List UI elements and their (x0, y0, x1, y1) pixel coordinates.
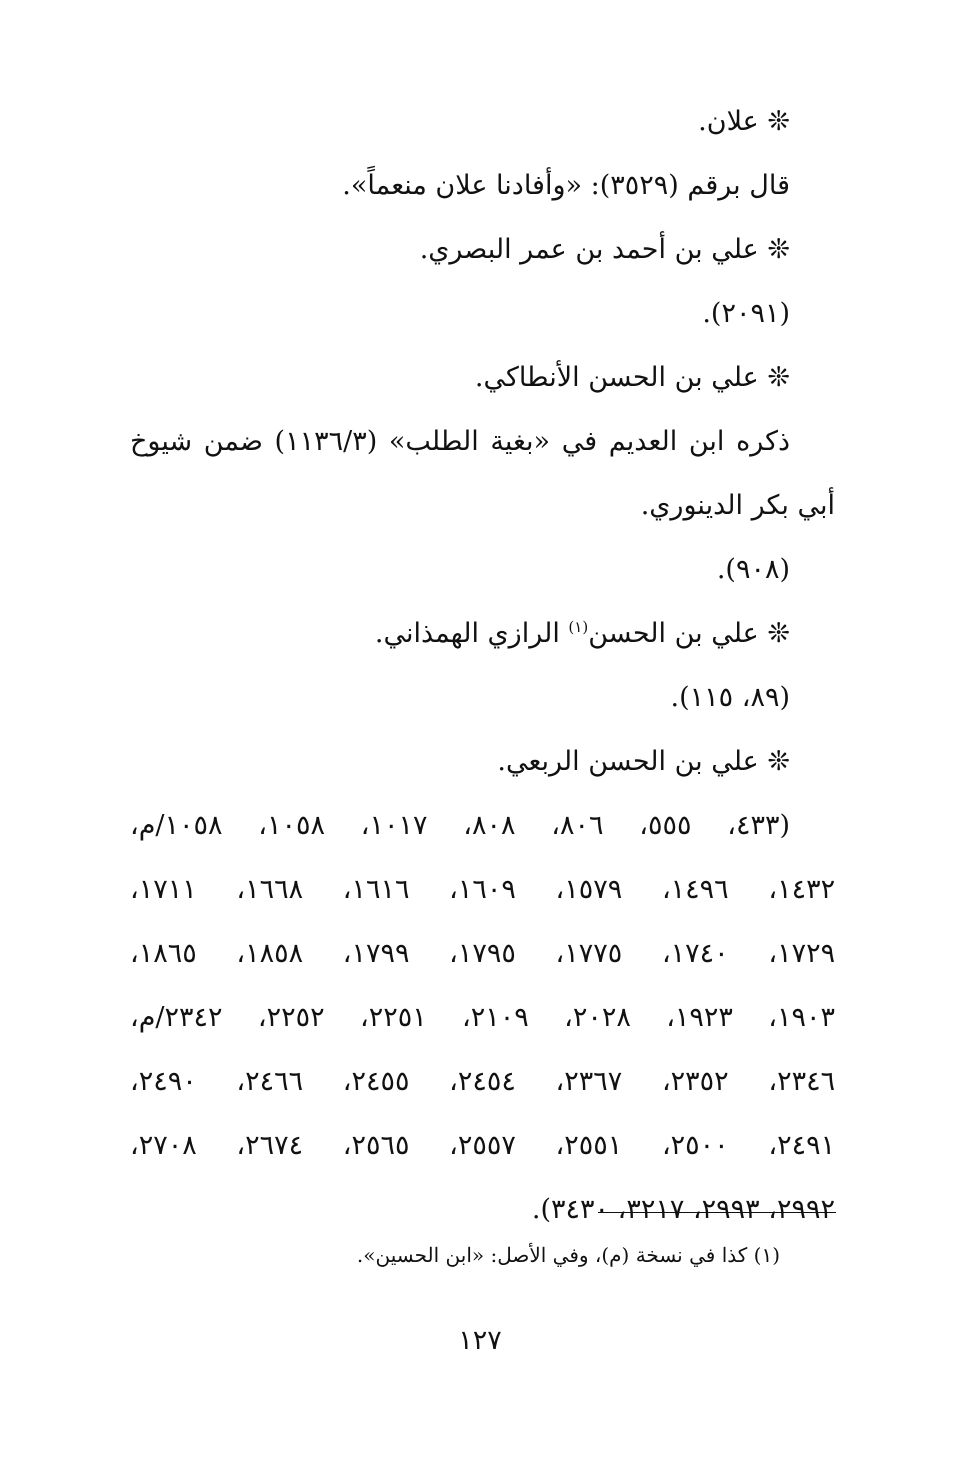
entry-refs: ١٧٢٩، ١٧٤٠، ١٧٧٥، ١٧٩٥، ١٧٩٩، ١٨٥٨، ١٨٦٥، (130, 938, 835, 969)
entry-refs: (٨٩، ١١٥). (670, 682, 790, 713)
entry-refs: ١٤٣٢، ١٤٩٦، ١٥٧٩، ١٦٠٩، ١٦١٦، ١٦٦٨، ١٧١١، (130, 874, 835, 905)
entry-refs: (٢٠٩١). (702, 298, 790, 329)
entry-heading-allan: ❊ علان. (698, 106, 790, 137)
entry-refs: (٤٣٣، ٥٥٥، ٨٠٦، ٨٠٨، ١٠١٧، ١٠٥٨، ١٠٥٨/م، (130, 810, 790, 841)
entry-heading: ❊ علي بن أحمد بن عمر البصري. (419, 234, 790, 265)
entry-heading: ❊ علي بن الحسن الأنطاكي. (474, 362, 790, 393)
entry-heading-name: ❊ علي بن الحسن (588, 618, 790, 649)
footnote-divider (598, 1212, 836, 1213)
page-number: ١٢٧ (458, 1325, 502, 1356)
entry-text: قال برقم (٣٥٢٩): «وأفادنا علان منعماً». (342, 170, 790, 201)
entry-refs: ١٩٠٣، ١٩٢٣، ٢٠٢٨، ٢١٠٩، ٢٢٥١، ٢٢٥٢، ٢٣٤٢/م، (130, 1002, 835, 1033)
entry-refs: ٢٤٩١، ٢٥٠٠، ٢٥٥١، ٢٥٥٧، ٢٥٦٥، ٢٦٧٤، ٢٧٠٨، (130, 1130, 835, 1161)
footnote: (١) كذا في نسخة (م)، وفي الأصل: «ابن الحسين». (356, 1243, 780, 1267)
entry-heading (130, 617, 835, 681)
entry-heading: ❊ علي بن الحسن الربعي. (497, 746, 790, 777)
entry-text: أبي بكر الدينوري. (640, 490, 835, 521)
entry-refs: (٩٠٨). (716, 554, 790, 585)
entry-refs: ٢٣٤٦، ٢٣٥٢، ٢٣٦٧، ٢٤٥٤، ٢٤٥٥، ٢٤٦٦، ٢٤٩٠، (130, 1066, 835, 1097)
footnote-marker[interactable]: (١) (568, 618, 589, 636)
main-text (130, 105, 835, 1257)
entry-refs: ٢٩٩٢، ٢٩٩٣، ٣٢١٧، ٣٤٣٠). (531, 1194, 835, 1225)
entry-heading-tail: الرازي الهمذاني. (374, 618, 569, 649)
entry-text: ذكره ابن العديم في «بغية الطلب» (١١٣٦/٣) ضمن شيوخ (130, 426, 791, 457)
